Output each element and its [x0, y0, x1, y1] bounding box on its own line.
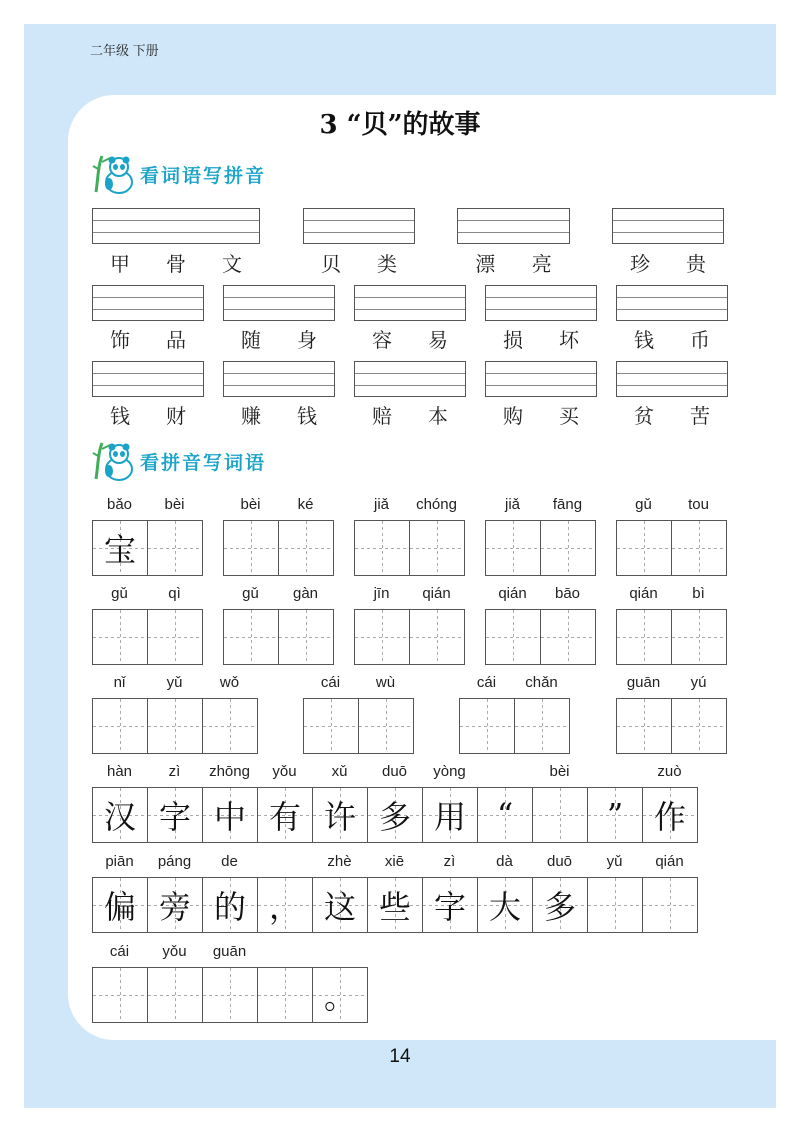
pinyin-label: cái — [476, 674, 497, 691]
pinyin-label: wù — [375, 674, 396, 691]
page-number: 14 — [389, 1046, 411, 1067]
pinyin-label: jiǎ — [373, 496, 389, 513]
pinyin-label: zhōng — [209, 763, 250, 780]
writing-grid[interactable] — [92, 877, 698, 933]
writing-grid[interactable] — [354, 609, 465, 665]
word-char: 本 — [428, 404, 448, 428]
writing-cell[interactable] — [460, 699, 515, 753]
pinyin-label: qián — [629, 585, 658, 602]
writing-cell[interactable] — [672, 699, 727, 753]
word-piaoliang — [457, 248, 570, 277]
writing-cell[interactable]: 字 — [423, 878, 478, 932]
pinyin-box[interactable] — [92, 208, 260, 244]
writing-cell[interactable] — [355, 610, 410, 664]
pinyin-label: qián — [655, 853, 684, 870]
word-char: 贫 — [634, 404, 654, 428]
writing-cell[interactable] — [93, 699, 148, 753]
word-char: 赔 — [372, 404, 392, 428]
writing-cell[interactable]: ， — [258, 878, 313, 932]
writing-cell[interactable] — [148, 968, 203, 1022]
writing-cell[interactable]: ” — [588, 788, 643, 842]
pinyin-label: yǒu — [272, 763, 297, 780]
pinyin-label: bì — [692, 585, 705, 602]
writing-cell[interactable]: 中 — [203, 788, 258, 842]
writing-cell[interactable]: 多 — [533, 878, 588, 932]
writing-cell[interactable] — [643, 878, 698, 932]
pinyin-label: qián — [498, 585, 527, 602]
writing-cell[interactable] — [355, 521, 410, 575]
pinyin-label: ké — [297, 496, 314, 513]
pinyin-label: yǔ — [606, 853, 623, 870]
word-char: 甲 — [110, 252, 130, 276]
pinyin-box[interactable] — [354, 361, 466, 397]
pinyin-label: bǎo — [106, 496, 133, 513]
word-shipin — [92, 324, 204, 353]
writing-cell[interactable]: “ — [478, 788, 533, 842]
word-qianbi — [616, 324, 728, 353]
pinyin-box[interactable] — [354, 285, 466, 321]
writing-cell[interactable]: 这 — [313, 878, 368, 932]
pinyin-label: chǎn — [525, 674, 558, 691]
writing-cell[interactable] — [617, 521, 672, 575]
writing-cell[interactable] — [486, 521, 541, 575]
pinyin-label: tou — [688, 496, 709, 513]
pinyin-label: bèi — [240, 496, 261, 513]
word-char: 购 — [503, 404, 523, 428]
pinyin-label: hàn — [106, 763, 133, 780]
writing-cell[interactable]: 汉 — [93, 788, 148, 842]
word-char: 饰 — [110, 328, 130, 352]
pinyin-box[interactable] — [616, 285, 728, 321]
writing-cell[interactable] — [672, 521, 727, 575]
word-char: 苦 — [690, 404, 710, 428]
word-zhuanqian — [223, 400, 335, 429]
word-goumai — [485, 400, 597, 429]
pinyin-label: yòng — [433, 763, 466, 780]
grade-label: 二年级 下册 — [90, 43, 159, 58]
pinyin-label: qián — [422, 585, 451, 602]
writing-cell[interactable] — [359, 699, 414, 753]
writing-cell[interactable] — [304, 699, 359, 753]
word-char: 珍 — [630, 252, 650, 276]
lesson-title: 3 “贝”的故事 — [319, 110, 481, 140]
word-char: 文 — [222, 252, 242, 276]
section-title-words: 看拼音写词语 — [140, 451, 267, 474]
word-char: 钱 — [110, 404, 130, 428]
pinyin-label: gǔ — [111, 585, 128, 602]
writing-cell[interactable]: 些 — [368, 878, 423, 932]
pinyin-box[interactable] — [92, 285, 204, 321]
writing-cell[interactable]: 作 — [643, 788, 698, 842]
pinyin-label: bèi — [164, 496, 185, 513]
word-suishen — [223, 324, 335, 353]
pinyin-box[interactable] — [457, 208, 570, 244]
pinyin-label: zhè — [327, 853, 352, 870]
pinyin-label: wǒ — [219, 674, 240, 691]
word-char: 币 — [690, 328, 710, 352]
writing-cell[interactable] — [93, 968, 148, 1022]
pinyin-label: de — [221, 853, 238, 870]
pinyin-label: bèi — [549, 763, 570, 780]
pinyin-label: piān — [105, 853, 134, 870]
pinyin-label: cái — [320, 674, 341, 691]
writing-cell[interactable] — [588, 878, 643, 932]
pinyin-label: guān — [626, 674, 661, 691]
writing-grid[interactable] — [459, 698, 570, 754]
pinyin-box[interactable] — [485, 285, 597, 321]
pinyin-box[interactable] — [303, 208, 415, 244]
pinyin-label: nǐ — [113, 674, 126, 691]
pinyin-label: chóng — [416, 496, 457, 513]
writing-cell[interactable]: 字 — [148, 788, 203, 842]
writing-cell[interactable] — [410, 610, 465, 664]
section-header-words — [92, 441, 266, 481]
pinyin-label: páng — [157, 853, 192, 870]
word-char: 财 — [166, 404, 186, 428]
writing-grid[interactable] — [354, 520, 465, 576]
writing-cell[interactable]: 宝 — [93, 521, 148, 575]
pinyin-box[interactable] — [92, 361, 204, 397]
writing-grid[interactable] — [92, 698, 258, 754]
writing-cell[interactable] — [617, 610, 672, 664]
writing-cell[interactable]: 多 — [368, 788, 423, 842]
pinyin-label: gǔ — [242, 585, 259, 602]
writing-grid[interactable] — [616, 609, 727, 665]
word-char: 身 — [297, 328, 317, 352]
word-char: 损 — [503, 328, 523, 352]
writing-cell[interactable]: 偏 — [93, 878, 148, 932]
writing-grid[interactable] — [92, 520, 203, 576]
pinyin-label: cái — [109, 943, 130, 960]
writing-cell[interactable] — [533, 788, 588, 842]
word-char: 品 — [166, 328, 186, 352]
word-char: 易 — [428, 328, 448, 352]
writing-cell[interactable]: 有 — [258, 788, 313, 842]
word-rongyi — [354, 324, 466, 353]
pinyin-box[interactable] — [485, 361, 597, 397]
writing-cell[interactable] — [515, 699, 570, 753]
writing-cell[interactable] — [672, 610, 727, 664]
writing-cell[interactable] — [617, 699, 672, 753]
writing-cell[interactable] — [148, 521, 203, 575]
word-qiancai — [92, 400, 204, 429]
word-zhengui — [612, 248, 724, 277]
panda-bamboo-icon — [92, 441, 138, 481]
section-title-pinyin: 看词语写拼音 — [140, 164, 267, 187]
pinyin-label: xiē — [384, 853, 405, 870]
writing-cell[interactable] — [486, 610, 541, 664]
word-char: 坏 — [559, 328, 579, 352]
writing-cell[interactable]: 大 — [478, 878, 533, 932]
panda-bamboo-icon — [92, 154, 138, 194]
writing-grid[interactable] — [92, 787, 698, 843]
word-char: 漂 — [475, 252, 496, 276]
writing-cell[interactable] — [410, 521, 465, 575]
word-char: 容 — [372, 328, 392, 352]
writing-cell[interactable]: 的 — [203, 878, 258, 932]
writing-cell[interactable] — [541, 610, 596, 664]
pinyin-label: xǔ — [331, 763, 348, 780]
section-header-pinyin — [92, 154, 266, 194]
pinyin-label: zuò — [657, 763, 682, 780]
word-char: 钱 — [297, 404, 317, 428]
writing-cell[interactable]: 旁 — [148, 878, 203, 932]
pinyin-box[interactable] — [223, 361, 335, 397]
writing-cell[interactable] — [541, 521, 596, 575]
writing-grid[interactable] — [485, 520, 596, 576]
pinyin-label: fāng — [552, 496, 583, 513]
writing-cell[interactable] — [148, 610, 203, 664]
pinyin-label: dà — [496, 853, 513, 870]
pinyin-label: gàn — [292, 585, 319, 602]
writing-cell[interactable] — [224, 521, 279, 575]
word-char: 骨 — [166, 252, 186, 276]
pinyin-label: duō — [546, 853, 573, 870]
pinyin-label: gǔ — [635, 496, 652, 513]
writing-grid[interactable] — [303, 698, 414, 754]
pinyin-label: jīn — [373, 585, 390, 602]
word-char: 贵 — [686, 252, 706, 276]
pinyin-box[interactable] — [612, 208, 724, 244]
writing-grid[interactable] — [223, 609, 334, 665]
writing-cell[interactable] — [203, 699, 258, 753]
pinyin-label: zì — [168, 763, 181, 780]
pinyin-label: qì — [168, 585, 181, 602]
pinyin-box[interactable] — [223, 285, 335, 321]
word-char: 亮 — [531, 252, 552, 276]
writing-cell[interactable] — [258, 968, 313, 1022]
word-peiben — [354, 400, 466, 429]
word-char: 类 — [377, 252, 397, 276]
word-jiaguwen — [92, 248, 260, 277]
writing-cell[interactable]: 。 — [313, 968, 368, 1022]
writing-grid[interactable] — [616, 698, 727, 754]
pinyin-label: yǔ — [166, 674, 183, 691]
pinyin-label: yú — [690, 674, 707, 691]
word-sunhuai — [485, 324, 597, 353]
writing-cell[interactable] — [224, 610, 279, 664]
writing-cell[interactable]: 许 — [313, 788, 368, 842]
pinyin-box[interactable] — [616, 361, 728, 397]
writing-grid[interactable] — [616, 520, 727, 576]
writing-grid[interactable] — [92, 609, 203, 665]
word-beilei — [303, 248, 415, 277]
writing-grid[interactable] — [485, 609, 596, 665]
word-char: 钱 — [634, 328, 654, 352]
word-char: 买 — [559, 404, 579, 428]
writing-cell[interactable] — [148, 699, 203, 753]
pinyin-label: yǒu — [162, 943, 187, 960]
writing-cell[interactable] — [279, 521, 334, 575]
pinyin-label: guān — [212, 943, 247, 960]
writing-grid[interactable] — [223, 520, 334, 576]
writing-grid[interactable] — [92, 967, 368, 1023]
pinyin-label: bāo — [554, 585, 581, 602]
pinyin-label: zì — [443, 853, 456, 870]
writing-cell[interactable] — [93, 610, 148, 664]
writing-cell[interactable]: 用 — [423, 788, 478, 842]
word-char: 赚 — [241, 404, 261, 428]
pinyin-label: jiǎ — [504, 496, 520, 513]
word-pinku — [616, 400, 728, 429]
word-char: 随 — [241, 328, 261, 352]
pinyin-label: duō — [381, 763, 408, 780]
writing-cell[interactable] — [203, 968, 258, 1022]
word-char: 贝 — [321, 252, 341, 276]
writing-cell[interactable] — [279, 610, 334, 664]
